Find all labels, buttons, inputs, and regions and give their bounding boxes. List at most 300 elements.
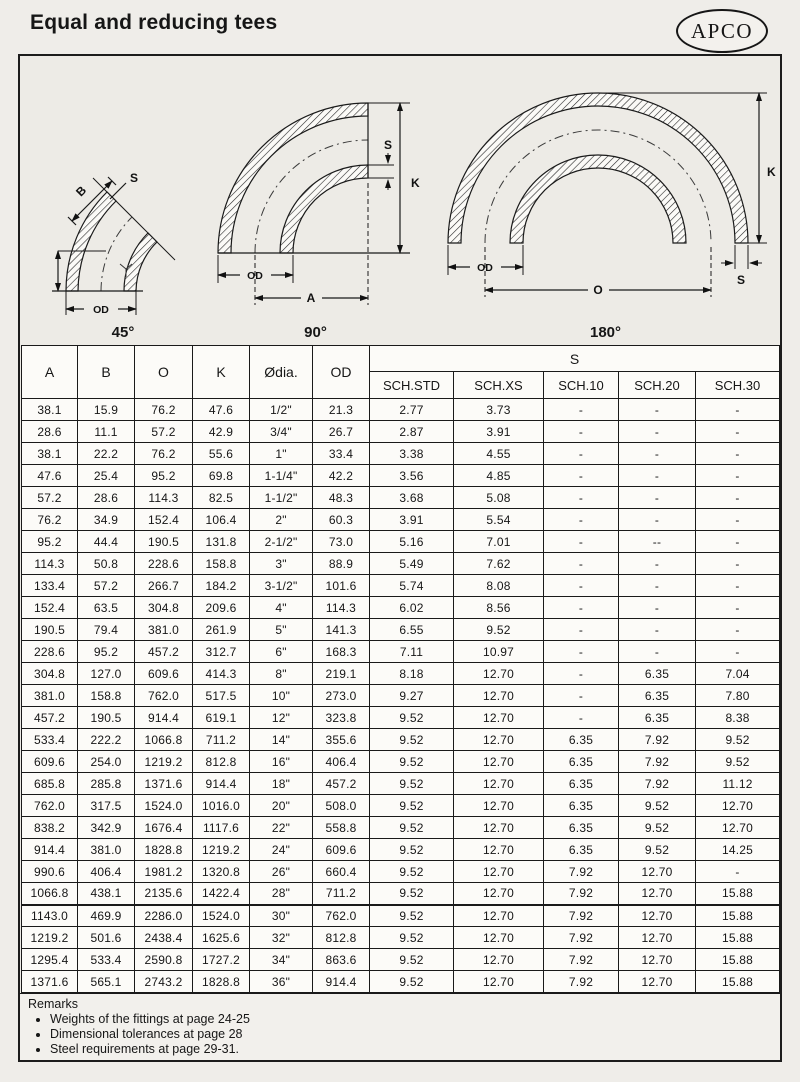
table-cell: 6.35 xyxy=(544,751,619,773)
table-cell: 20" xyxy=(250,795,313,817)
table-cell: 266.7 xyxy=(135,575,193,597)
table-row xyxy=(22,575,780,597)
table-cell: 25.4 xyxy=(78,465,135,487)
table-cell: 114.3 xyxy=(135,487,193,509)
table-cell: - xyxy=(544,575,619,597)
table-cell: 228.6 xyxy=(135,553,193,575)
table-cell: 168.3 xyxy=(313,641,370,663)
table-cell: 3.56 xyxy=(370,465,454,487)
table-cell: 12.70 xyxy=(454,685,544,707)
table-cell: 261.9 xyxy=(193,619,250,641)
table-cell: 533.4 xyxy=(22,729,78,751)
table-cell: - xyxy=(544,685,619,707)
table-cell: - xyxy=(696,443,780,465)
table-cell: 21.3 xyxy=(313,399,370,421)
apco-logo xyxy=(676,9,768,53)
dim-label-s: S xyxy=(383,138,393,152)
table-row xyxy=(22,729,780,751)
table-cell: 101.6 xyxy=(313,575,370,597)
table-cell: 2743.2 xyxy=(135,971,193,993)
table-cell: 34" xyxy=(250,949,313,971)
dim-label-k: K xyxy=(411,176,420,190)
table-cell: 12.70 xyxy=(454,883,544,905)
table-cell: 14.25 xyxy=(696,839,780,861)
table-cell: 9.52 xyxy=(619,839,696,861)
table-cell: 619.1 xyxy=(193,707,250,729)
content-box xyxy=(18,54,782,1062)
table-cell: 12.70 xyxy=(454,839,544,861)
table-row xyxy=(22,597,780,619)
table-cell: 838.2 xyxy=(22,817,78,839)
table-cell: 9.52 xyxy=(370,861,454,883)
table-cell: 190.5 xyxy=(135,531,193,553)
table-cell: 9.52 xyxy=(454,619,544,641)
table-cell: 57.2 xyxy=(78,575,135,597)
table-cell: 3.68 xyxy=(370,487,454,509)
table-cell: 152.4 xyxy=(135,509,193,531)
table-cell: 381.0 xyxy=(135,619,193,641)
table-row xyxy=(22,883,780,905)
table-cell: 8.56 xyxy=(454,597,544,619)
table-cell: - xyxy=(619,509,696,531)
table-cell: - xyxy=(619,597,696,619)
table-cell: 7.92 xyxy=(544,905,619,927)
table-cell: 1295.4 xyxy=(22,949,78,971)
col-group-s: S xyxy=(370,346,780,372)
table-cell: 762.0 xyxy=(135,685,193,707)
table-cell: 73.0 xyxy=(313,531,370,553)
table-cell: 4" xyxy=(250,597,313,619)
table-cell: 28.6 xyxy=(78,487,135,509)
table-cell: - xyxy=(696,531,780,553)
table-row xyxy=(22,553,780,575)
table-cell: 63.5 xyxy=(78,597,135,619)
table-cell: 9.52 xyxy=(370,839,454,861)
table-cell: 106.4 xyxy=(193,509,250,531)
table-cell: 517.5 xyxy=(193,685,250,707)
table-cell: 7.04 xyxy=(696,663,780,685)
table-cell: 15.88 xyxy=(696,905,780,927)
table-cell: 3.73 xyxy=(454,399,544,421)
table-cell: 7.92 xyxy=(619,773,696,795)
table-cell: - xyxy=(619,465,696,487)
table-cell: 12.70 xyxy=(454,773,544,795)
table-cell: - xyxy=(544,399,619,421)
table-row xyxy=(22,949,780,971)
table-cell: - xyxy=(696,575,780,597)
table-cell: 312.7 xyxy=(193,641,250,663)
table-cell: - xyxy=(619,487,696,509)
table-row xyxy=(22,421,780,443)
table-cell: - xyxy=(544,619,619,641)
table-cell: 1143.0 xyxy=(22,905,78,927)
table-cell: 12.70 xyxy=(454,905,544,927)
table-cell: 1117.6 xyxy=(193,817,250,839)
table-cell: 254.0 xyxy=(78,751,135,773)
table-cell: 8.18 xyxy=(370,663,454,685)
table-cell: 501.6 xyxy=(78,927,135,949)
table-cell: 22.2 xyxy=(78,443,135,465)
table-cell: 285.8 xyxy=(78,773,135,795)
table-cell: 209.6 xyxy=(193,597,250,619)
table-cell: 57.2 xyxy=(135,421,193,443)
table-cell: 12.70 xyxy=(619,883,696,905)
table-cell: 6.35 xyxy=(544,729,619,751)
elbow-45-diagram xyxy=(48,73,198,318)
table-cell: 32" xyxy=(250,927,313,949)
table-cell: - xyxy=(619,443,696,465)
table-cell: 812.8 xyxy=(193,751,250,773)
table-cell: 3" xyxy=(250,553,313,575)
table-cell: 2286.0 xyxy=(135,905,193,927)
table-cell: 4.85 xyxy=(454,465,544,487)
table-cell: 1828.8 xyxy=(193,971,250,993)
table-cell: 1219.2 xyxy=(22,927,78,949)
table-row xyxy=(22,773,780,795)
dim-label-b: B xyxy=(73,183,90,200)
table-cell: 190.5 xyxy=(78,707,135,729)
table-cell: 762.0 xyxy=(313,905,370,927)
col-header-a: A xyxy=(22,346,78,399)
table-cell: 6.35 xyxy=(544,839,619,861)
table-row xyxy=(22,971,780,993)
dim-label-od: OD xyxy=(247,270,263,282)
table-cell: 9.52 xyxy=(370,949,454,971)
table-cell: - xyxy=(544,487,619,509)
table-cell: 55.6 xyxy=(193,443,250,465)
elbow-90-label: 90° xyxy=(304,324,327,341)
table-cell: 9.52 xyxy=(370,927,454,949)
table-cell: 558.8 xyxy=(313,817,370,839)
table-cell: 12.70 xyxy=(696,795,780,817)
table-cell: 7.01 xyxy=(454,531,544,553)
table-row xyxy=(22,465,780,487)
table-cell: 6.35 xyxy=(619,685,696,707)
table-cell: 158.8 xyxy=(78,685,135,707)
table-cell: - xyxy=(696,553,780,575)
table-cell: 12.70 xyxy=(454,751,544,773)
table-cell: 6.35 xyxy=(544,773,619,795)
table-cell: 18" xyxy=(250,773,313,795)
table-cell: 33.4 xyxy=(313,443,370,465)
table-cell: 273.0 xyxy=(313,685,370,707)
table-cell: 3-1/2" xyxy=(250,575,313,597)
table-cell: 79.4 xyxy=(78,619,135,641)
table-cell: 914.4 xyxy=(22,839,78,861)
table-cell: 9.52 xyxy=(370,905,454,927)
table-cell: -- xyxy=(619,531,696,553)
table-cell: 9.52 xyxy=(696,729,780,751)
table-cell: 1320.8 xyxy=(193,861,250,883)
table-cell: - xyxy=(544,663,619,685)
table-cell: 990.6 xyxy=(22,861,78,883)
col-header-dia: Ødia. xyxy=(250,346,313,399)
dim-label-od: OD xyxy=(477,262,493,274)
col-header-sch-10: SCH.10 xyxy=(544,372,619,399)
table-row xyxy=(22,663,780,685)
table-cell: 609.6 xyxy=(22,751,78,773)
table-cell: 141.3 xyxy=(313,619,370,641)
table-cell: 9.52 xyxy=(370,971,454,993)
table-cell: - xyxy=(544,707,619,729)
table-cell: - xyxy=(544,509,619,531)
table-cell: 323.8 xyxy=(313,707,370,729)
table-cell: 7.92 xyxy=(619,729,696,751)
table-cell: - xyxy=(696,641,780,663)
table-cell: 26.7 xyxy=(313,421,370,443)
table-cell: 7.62 xyxy=(454,553,544,575)
table-cell: 914.4 xyxy=(135,707,193,729)
table-cell: 508.0 xyxy=(313,795,370,817)
table-cell: 15.88 xyxy=(696,971,780,993)
table-row xyxy=(22,685,780,707)
table-cell: 184.2 xyxy=(193,575,250,597)
table-cell: 6.02 xyxy=(370,597,454,619)
table-cell: 685.8 xyxy=(22,773,78,795)
table-cell: - xyxy=(544,421,619,443)
table-cell: 50.8 xyxy=(78,553,135,575)
dimensions-table xyxy=(21,345,780,993)
table-cell: 1/2" xyxy=(250,399,313,421)
table-cell: 7.92 xyxy=(544,861,619,883)
table-cell: 38.1 xyxy=(22,399,78,421)
elbow-90-diagram xyxy=(198,73,433,318)
table-cell: - xyxy=(544,465,619,487)
table-cell: - xyxy=(544,531,619,553)
table-cell: 1524.0 xyxy=(193,905,250,927)
table-cell: 342.9 xyxy=(78,817,135,839)
table-cell: 6.35 xyxy=(544,817,619,839)
table-cell: 5" xyxy=(250,619,313,641)
table-cell: 48.3 xyxy=(313,487,370,509)
table-row xyxy=(22,795,780,817)
table-cell: - xyxy=(696,465,780,487)
table-cell: 12" xyxy=(250,707,313,729)
table-cell: 114.3 xyxy=(313,597,370,619)
table-cell: 24" xyxy=(250,839,313,861)
table-cell: 1727.2 xyxy=(193,949,250,971)
table-cell: 1" xyxy=(250,443,313,465)
table-cell: 317.5 xyxy=(78,795,135,817)
dim-label-a: A xyxy=(306,291,316,305)
table-cell: 8.08 xyxy=(454,575,544,597)
table-cell: 22" xyxy=(250,817,313,839)
table-cell: 9.52 xyxy=(370,751,454,773)
elbow-45-figure xyxy=(48,73,198,341)
table-cell: 228.6 xyxy=(22,641,78,663)
table-cell: 1219.2 xyxy=(135,751,193,773)
table-cell: 6.35 xyxy=(544,795,619,817)
remarks-section xyxy=(20,993,780,1060)
table-cell: 12.70 xyxy=(454,663,544,685)
remarks-title: Remarks xyxy=(28,997,79,1011)
table-cell: 9.52 xyxy=(370,729,454,751)
diagrams-panel xyxy=(20,56,780,345)
table-cell: 3.38 xyxy=(370,443,454,465)
table-cell: 406.4 xyxy=(78,861,135,883)
table-cell: - xyxy=(544,443,619,465)
table-cell: 9.52 xyxy=(370,707,454,729)
table-cell: 88.9 xyxy=(313,553,370,575)
table-cell: 12.70 xyxy=(454,971,544,993)
table-cell: 5.16 xyxy=(370,531,454,553)
table-cell: 533.4 xyxy=(78,949,135,971)
table-cell: 6.35 xyxy=(619,663,696,685)
table-cell: 1676.4 xyxy=(135,817,193,839)
elbow-180-diagram xyxy=(433,83,778,318)
table-cell: 2590.8 xyxy=(135,949,193,971)
table-cell: - xyxy=(696,509,780,531)
table-row xyxy=(22,839,780,861)
table-cell: 12.70 xyxy=(619,927,696,949)
dim-label-s: S xyxy=(130,171,139,185)
elbow-90-figure xyxy=(198,73,433,341)
table-cell: 9.52 xyxy=(370,773,454,795)
table-cell: 1016.0 xyxy=(193,795,250,817)
table-cell: 12.70 xyxy=(619,971,696,993)
table-cell: - xyxy=(619,619,696,641)
table-cell: - xyxy=(696,399,780,421)
table-cell: - xyxy=(619,399,696,421)
dim-label-k: K xyxy=(767,165,776,179)
table-row xyxy=(22,399,780,421)
table-cell: 28" xyxy=(250,883,313,905)
table-cell: 69.8 xyxy=(193,465,250,487)
remark-item-weights: • Weights of the fittings at page 24-25 xyxy=(50,1012,770,1026)
table-cell: - xyxy=(696,421,780,443)
table-cell: 457.2 xyxy=(22,707,78,729)
table-cell: 660.4 xyxy=(313,861,370,883)
table-row xyxy=(22,531,780,553)
table-cell: 131.8 xyxy=(193,531,250,553)
remark-item-steel: • Steel requirements at page 29-31. xyxy=(50,1042,770,1056)
table-cell: - xyxy=(544,597,619,619)
table-cell: 12.70 xyxy=(454,927,544,949)
table-cell: 863.6 xyxy=(313,949,370,971)
table-cell: 10" xyxy=(250,685,313,707)
table-cell: 381.0 xyxy=(22,685,78,707)
table-cell: 15.88 xyxy=(696,927,780,949)
table-cell: - xyxy=(619,421,696,443)
table-cell: 565.1 xyxy=(78,971,135,993)
table-cell: 9.52 xyxy=(619,795,696,817)
table-cell: 127.0 xyxy=(78,663,135,685)
table-cell: 5.74 xyxy=(370,575,454,597)
table-cell: 76.2 xyxy=(22,509,78,531)
table-cell: - xyxy=(696,619,780,641)
table-row xyxy=(22,751,780,773)
col-header-sch-30: SCH.30 xyxy=(696,372,780,399)
table-cell: 12.70 xyxy=(696,817,780,839)
table-cell: 711.2 xyxy=(193,729,250,751)
table-cell: 304.8 xyxy=(22,663,78,685)
table-cell: 1828.8 xyxy=(135,839,193,861)
table-cell: 26" xyxy=(250,861,313,883)
table-cell: 3/4" xyxy=(250,421,313,443)
table-cell: 12.70 xyxy=(454,795,544,817)
table-cell: 812.8 xyxy=(313,927,370,949)
table-cell: 15.88 xyxy=(696,949,780,971)
table-cell: 190.5 xyxy=(22,619,78,641)
table-cell: 2135.6 xyxy=(135,883,193,905)
table-cell: - xyxy=(696,597,780,619)
table-cell: 5.08 xyxy=(454,487,544,509)
col-header-b: B xyxy=(78,346,135,399)
elbow-180-label: 180° xyxy=(589,324,622,341)
table-cell: 9.52 xyxy=(370,817,454,839)
table-cell: 4.55 xyxy=(454,443,544,465)
table-cell: 12.70 xyxy=(454,949,544,971)
table-cell: 8" xyxy=(250,663,313,685)
table-cell: 34.9 xyxy=(78,509,135,531)
table-cell: 152.4 xyxy=(22,597,78,619)
table-row xyxy=(22,641,780,663)
elbow-45-label: 45° xyxy=(111,324,135,341)
table-cell: 7.92 xyxy=(544,971,619,993)
table-cell: 1-1/2" xyxy=(250,487,313,509)
table-body xyxy=(22,399,780,993)
table-cell: - xyxy=(619,575,696,597)
table-cell: 2438.4 xyxy=(135,927,193,949)
table-cell: 95.2 xyxy=(135,465,193,487)
remarks-list xyxy=(28,1012,770,1056)
table-cell: 42.2 xyxy=(313,465,370,487)
table-cell: 76.2 xyxy=(135,443,193,465)
table-cell: 95.2 xyxy=(78,641,135,663)
page-title: Equal and reducing tees xyxy=(30,11,278,34)
table-cell: 457.2 xyxy=(135,641,193,663)
col-header-o: O xyxy=(135,346,193,399)
table-cell: 28.6 xyxy=(22,421,78,443)
table-cell: 12.70 xyxy=(454,861,544,883)
table-cell: 1625.6 xyxy=(193,927,250,949)
table-cell: 355.6 xyxy=(313,729,370,751)
table-cell: 12.70 xyxy=(619,861,696,883)
col-header-sch-xs: SCH.XS xyxy=(454,372,544,399)
table-cell: 9.52 xyxy=(370,795,454,817)
remark-item-tolerances: • Dimensional tolerances at page 28 xyxy=(50,1027,770,1041)
table-cell: 222.2 xyxy=(78,729,135,751)
table-header xyxy=(22,346,780,399)
col-header-sch-std: SCH.STD xyxy=(370,372,454,399)
table-row xyxy=(22,905,780,927)
table-cell: 1422.4 xyxy=(193,883,250,905)
table-cell: 7.80 xyxy=(696,685,780,707)
table-cell: 1981.2 xyxy=(135,861,193,883)
table-cell: 6.55 xyxy=(370,619,454,641)
table-cell: 5.54 xyxy=(454,509,544,531)
table-cell: 457.2 xyxy=(313,773,370,795)
table-cell: 2.87 xyxy=(370,421,454,443)
dim-label-od: OD xyxy=(93,304,109,316)
table-cell: 8.38 xyxy=(696,707,780,729)
table-cell: 711.2 xyxy=(313,883,370,905)
apco-logo-text: APCO xyxy=(690,18,754,43)
table-cell: 2.77 xyxy=(370,399,454,421)
table-cell: 12.70 xyxy=(454,707,544,729)
col-header-od: OD xyxy=(313,346,370,399)
table-cell: 14" xyxy=(250,729,313,751)
table-cell: 5.49 xyxy=(370,553,454,575)
table-cell: 609.6 xyxy=(313,839,370,861)
table-cell: 60.3 xyxy=(313,509,370,531)
table-cell: 12.70 xyxy=(619,949,696,971)
dim-label-o: O xyxy=(593,283,603,297)
table-cell: 38.1 xyxy=(22,443,78,465)
table-cell: 133.4 xyxy=(22,575,78,597)
table-cell: 762.0 xyxy=(22,795,78,817)
table-cell: - xyxy=(544,553,619,575)
